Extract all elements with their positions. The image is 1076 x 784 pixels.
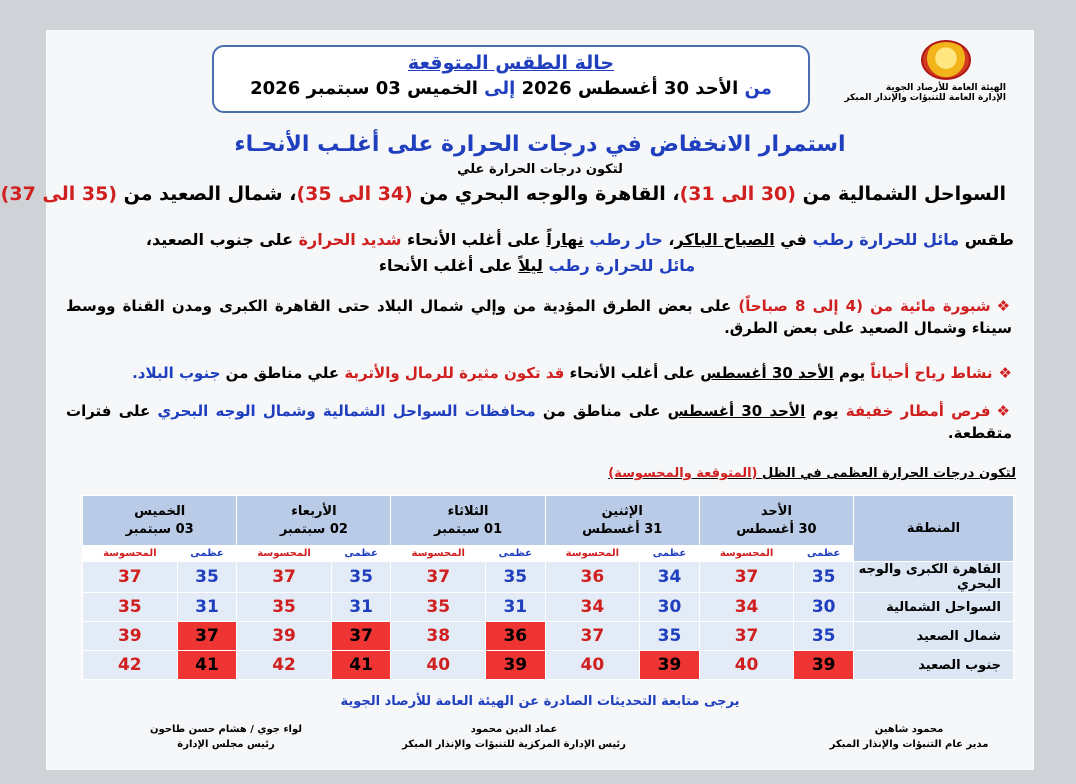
max-subheader: عظمى xyxy=(177,546,237,562)
max-temp-cell: 35 xyxy=(794,562,854,593)
max-subheader: عظمى xyxy=(640,546,700,562)
bulletin-title: حالة الطقس المتوقعة xyxy=(407,52,615,74)
feels-like-cell: 38 xyxy=(391,622,485,651)
signature-title: رئيس مجلس الإدارة xyxy=(177,739,275,750)
feels-like-subheader: المحسوسة xyxy=(83,546,178,562)
feels-like-cell: 37 xyxy=(545,622,639,651)
signature-title: مدير عام التنبؤات والإنذار المبكر xyxy=(829,739,989,750)
region-cell: القاهرة الكبرى والوجه البحري xyxy=(854,562,1014,593)
table-row xyxy=(83,562,1014,593)
authority-emblem-icon xyxy=(921,40,971,80)
day-header: الأحد 30 أغسطس xyxy=(699,496,853,546)
feels-like-cell: 39 xyxy=(237,622,331,651)
max-subheader: عظمى xyxy=(331,546,391,562)
headline: استمرار الانخفاض في درجات الحرارة على أغلـب الأنحـاء xyxy=(234,132,846,157)
max-temp-cell-hot: 41 xyxy=(331,651,391,680)
max-temp-cell: 35 xyxy=(177,562,237,593)
bullet-fog: ❖شبورة مائية من (4 إلى 8 صباحاً) على بعض الطرق المؤدية من وإلي شمال البلاد حتى القاهرة الكبرى ومدن القناة ووسط سيناء وشمال الصعيد على بعض الطرق. xyxy=(66,297,1012,337)
max-temp-cell: 34 xyxy=(640,562,700,593)
max-temp-cell-hot: 41 xyxy=(177,651,237,680)
signature-name: عماد الدين محمود xyxy=(470,724,558,735)
feels-like-cell: 37 xyxy=(391,562,485,593)
max-temp-cell-hot: 37 xyxy=(177,622,237,651)
max-temp-cell: 30 xyxy=(640,593,700,622)
feels-like-cell: 37 xyxy=(699,562,793,593)
feels-like-cell: 36 xyxy=(545,562,639,593)
max-temp-cell-hot: 39 xyxy=(794,651,854,680)
max-subheader: عظمى xyxy=(485,546,545,562)
feels-like-cell: 34 xyxy=(545,593,639,622)
header-box xyxy=(212,45,810,113)
max-temp-cell: 35 xyxy=(640,622,700,651)
subline: لتكون درجات الحرارة علي xyxy=(457,162,623,177)
temperature-summary: السواحل الشمالية من (30 الى 31)، القاهرة والوجه البحري من (34 الى 35)، شمال الصعيد من (35 الى 37) xyxy=(0,183,1006,205)
max-temp-cell: 31 xyxy=(177,593,237,622)
feels-like-cell: 35 xyxy=(83,593,178,622)
logo-line-1: الهيئة العامة للأرصاد الجوية xyxy=(885,83,1006,93)
signature-block xyxy=(126,722,326,752)
feels-like-cell: 40 xyxy=(545,651,639,680)
feels-like-cell: 39 xyxy=(83,622,178,651)
table-caption: لتكون درجات الحرارة العظمى في الظل (المتوقعة والمحسوسة) xyxy=(608,466,1016,481)
feels-like-cell: 37 xyxy=(237,562,331,593)
diamond-bullet-icon: ❖ xyxy=(998,364,1012,382)
bulletin-dates: من الأحد 30 أغسطس 2026 إلى الخميس 03 سبتمبر 2026 xyxy=(250,78,772,99)
feels-like-subheader: المحسوسة xyxy=(545,546,639,562)
max-temp-cell: 35 xyxy=(794,622,854,651)
weather-description: طقس مائل للحرارة رطب في الصباح الباكر، حار رطب نهاراً على أغلب الأنحاء شديد الحرارة على جنوب الصعيد، مائل للحرارة رطب ليلاً على أغلب الأنحاء xyxy=(145,230,1014,275)
feels-like-subheader: المحسوسة xyxy=(237,546,331,562)
authority-logo xyxy=(844,40,1006,103)
logo-line-2: الإدارة العامة للتنبؤات والإنذار المبكر xyxy=(844,93,1006,103)
feels-like-cell: 37 xyxy=(83,562,178,593)
feels-like-cell: 42 xyxy=(83,651,178,680)
follow-updates-note: يرجى متابعة التحديثات الصادرة عن الهيئة العامة للأرصاد الجوية xyxy=(340,694,740,709)
table-row xyxy=(83,593,1014,622)
signature-name: محمود شاهين xyxy=(874,724,944,735)
feels-like-cell: 37 xyxy=(699,622,793,651)
day-header: الأربعاء 02 سبتمبر xyxy=(237,496,391,546)
bullet-rain: ❖فرص أمطار خفيفة يوم الأحد 30 أغسطس على مناطق من محافظات السواحل الشمالية وشمال الوجه البحري على فترات متقطعة. xyxy=(66,402,1012,442)
feels-like-cell: 40 xyxy=(699,651,793,680)
region-cell: شمال الصعيد xyxy=(854,622,1014,651)
region-cell: السواحل الشمالية xyxy=(854,593,1014,622)
temperature-table xyxy=(82,495,1014,680)
bulletin-sheet xyxy=(0,30,1034,770)
day-header: الثلاثاء 01 سبتمبر xyxy=(391,496,545,546)
day-header: الإثنين 31 أغسطس xyxy=(545,496,699,546)
feels-like-cell: 40 xyxy=(391,651,485,680)
max-temp-cell: 35 xyxy=(331,562,391,593)
table-row xyxy=(83,651,1014,680)
max-temp-cell: 30 xyxy=(794,593,854,622)
max-temp-cell: 35 xyxy=(485,562,545,593)
max-temp-cell-hot: 39 xyxy=(485,651,545,680)
signature-name: لواء جوي / هشام حسن طاحون xyxy=(149,724,303,735)
region-cell: جنوب الصعيد xyxy=(854,651,1014,680)
feels-like-cell: 35 xyxy=(237,593,331,622)
feels-like-subheader: المحسوسة xyxy=(699,546,793,562)
signature-block xyxy=(389,722,639,752)
bullet-wind: ❖نشاط رياح أحياناً يوم الأحد 30 أغسطس على أغلب الأنحاء قد تكون مثيرة للرمال والأتربة علي مناطق من جنوب البلاد. xyxy=(132,364,1012,382)
region-header: المنطقة xyxy=(854,496,1014,562)
diamond-bullet-icon: ❖ xyxy=(996,402,1012,420)
max-temp-cell: 31 xyxy=(485,593,545,622)
feels-like-cell: 34 xyxy=(699,593,793,622)
max-temp-cell-hot: 39 xyxy=(640,651,700,680)
max-temp-cell-hot: 36 xyxy=(485,622,545,651)
feels-like-cell: 35 xyxy=(391,593,485,622)
diamond-bullet-icon: ❖ xyxy=(996,297,1012,315)
feels-like-subheader: المحسوسة xyxy=(391,546,485,562)
signature-block xyxy=(804,722,1014,752)
max-temp-cell: 31 xyxy=(331,593,391,622)
feels-like-cell: 42 xyxy=(237,651,331,680)
max-temp-cell-hot: 37 xyxy=(331,622,391,651)
day-header: الخميس 03 سبتمبر xyxy=(83,496,237,546)
signature-title: رئيس الإدارة المركزية للتنبؤات والإنذار المبكر xyxy=(402,739,626,750)
max-subheader: عظمى xyxy=(794,546,854,562)
table-row xyxy=(83,622,1014,651)
